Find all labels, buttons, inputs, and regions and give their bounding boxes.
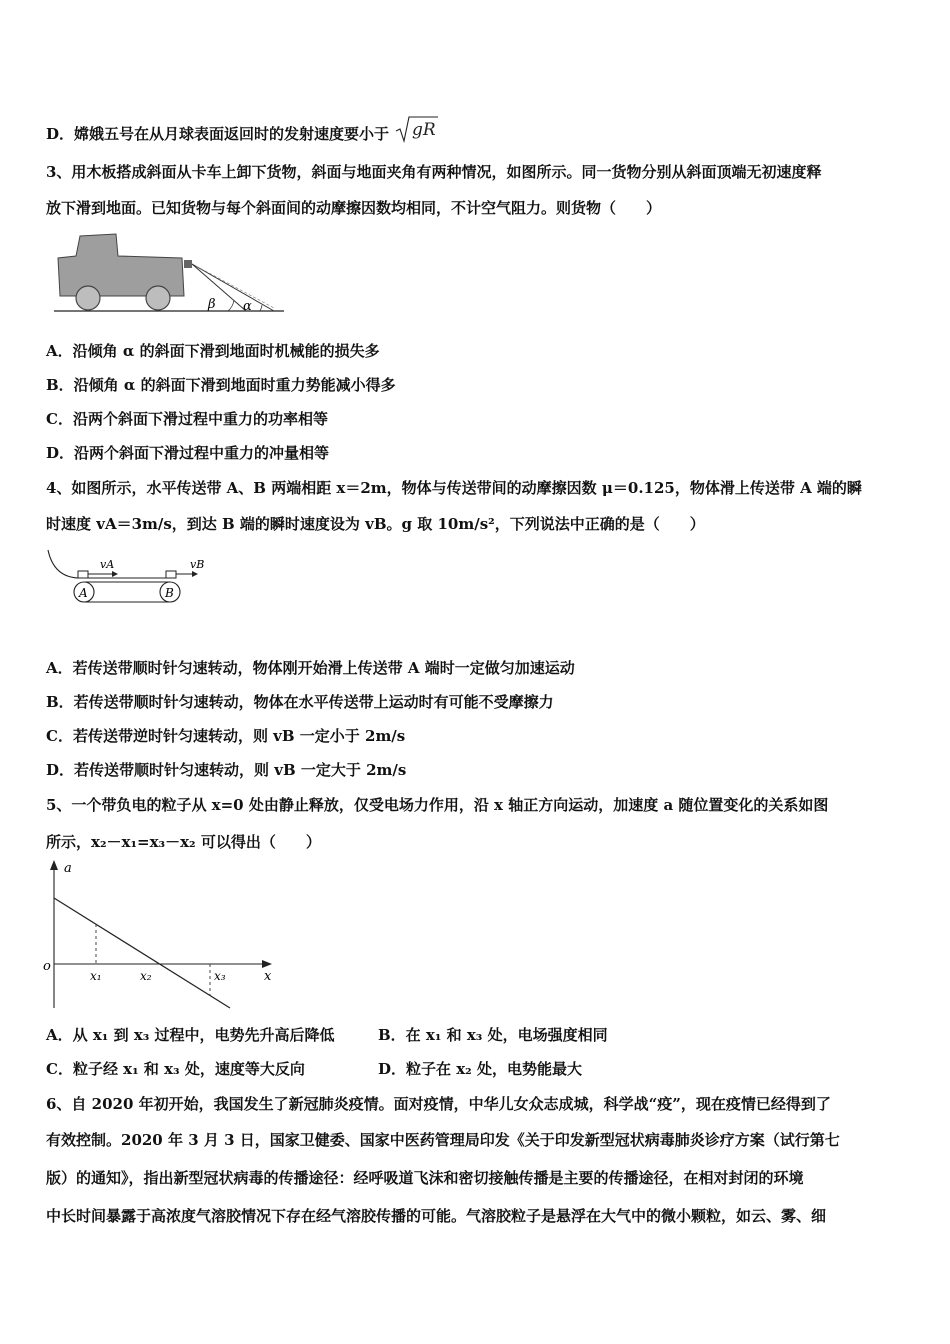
a-line <box>54 898 230 1008</box>
q5-option-d: D．粒子在 x₂ 处，电势能最大 <box>378 1060 582 1078</box>
q4-stem-line1: 4、如图所示，水平传送带 A、B 两端相距 x＝2m，物体与传送带间的动摩擦因数 μ＝0.125，物体滑上传送带 A 端的瞬 <box>46 479 862 497</box>
a-label: A <box>79 586 88 600</box>
q3-stem-line2: 放下滑到地面。已知货物与每个斜面间的动摩擦因数均相同，不计空气阻力。则货物（ ） <box>46 199 662 217</box>
q3-option-d: D．沿两个斜面下滑过程中重力的冲量相等 <box>46 444 330 462</box>
a-x-graph <box>40 858 280 1010</box>
sqrt-content: gR <box>412 120 436 140</box>
q3-stem-line1: 3、用木板搭成斜面从卡车上卸下货物，斜面与地面夹角有两种情况，如图所示。同一货物分别从斜面顶端无初速度释 <box>46 163 822 181</box>
q6-line1: 6、自 2020 年初开始，我国发生了新冠肺炎疫情。面对疫情，中华儿女众志成城，科学战“疫”，现在疫情已经得到了 <box>46 1095 831 1113</box>
cargo-block <box>184 260 192 268</box>
conveyor-figure <box>42 548 222 606</box>
q4-stem-line2: 时速度 vA＝3m/s，到达 B 端的瞬时速度设为 vB。g 取 10m/s²，下列说法中正确的是（ ） <box>46 515 705 533</box>
truck-body <box>58 234 184 296</box>
block-b <box>166 571 176 578</box>
x2-label: x₂ <box>140 969 152 983</box>
va-label: vA <box>100 558 115 571</box>
truck-wheel <box>76 286 100 310</box>
truck-wheel <box>146 286 170 310</box>
q5-stem-line1: 5、一个带负电的粒子从 x=0 处由静止释放，仅受电场力作用，沿 x 轴正方向运动，加速度 a 随位置变化的关系如图 <box>46 796 829 814</box>
q5-option-c: C．粒子经 x₁ 和 x₃ 处，速度等大反向 <box>46 1060 305 1078</box>
q6-line2: 有效控制。2020 年 3 月 3 日，国家卫健委、国家中医药管理局印发《关于印发新型冠状病毒肺炎诊疗方案（试行第七 <box>46 1131 840 1149</box>
q4-option-c: C．若传送带逆时针匀速转动，则 vB 一定小于 2m/s <box>46 727 406 745</box>
alpha-label: α <box>243 299 252 314</box>
q3-option-a: A．沿倾角 α 的斜面下滑到地面时机械能的损失多 <box>46 342 380 360</box>
beta-label: β <box>208 297 216 312</box>
q5-stem-line2: 所示，x₂－x₁=x₃－x₂ 可以得出（ ） <box>46 833 321 851</box>
q3-option-c: C．沿两个斜面下滑过程中重力的功率相等 <box>46 410 328 428</box>
q6-line3: 版）的通知》，指出新型冠状病毒的传播途径：经呼吸道飞沫和密切接触传播是主要的传播途径，在相对封闭的环境 <box>46 1169 804 1187</box>
x1-label: x₁ <box>90 969 102 983</box>
q5-option-b: B．在 x₁ 和 x₃ 处，电场强度相同 <box>378 1026 608 1044</box>
x-axis-label: x <box>264 969 272 984</box>
q2-option-d-text: D．嫦娥五号在从月球表面返回时的发射速度要小于 <box>46 125 390 143</box>
sqrt-formula <box>394 115 440 145</box>
truck-ramp-figure <box>48 228 288 320</box>
q4-option-b: B．若传送带顺时针匀速转动，物体在水平传送带上运动时有可能不受摩擦力 <box>46 693 554 711</box>
q5-option-a: A．从 x₁ 到 x₃ 过程中，电势先升高后降低 <box>46 1026 335 1044</box>
q3-option-b: B．沿倾角 α 的斜面下滑到地面时重力势能减小得多 <box>46 376 396 394</box>
block-a <box>78 571 88 578</box>
vb-label: vB <box>190 558 205 571</box>
origin-label: o <box>43 959 51 974</box>
q6-line4: 中长时间暴露于高浓度气溶胶情况下存在经气溶胶传播的可能。气溶胶粒子是悬浮在大气中的微小颗粒，如云、雾、细 <box>46 1207 827 1225</box>
x3-label: x₃ <box>214 969 226 983</box>
q4-option-d: D．若传送带顺时针匀速转动，则 vB 一定大于 2m/s <box>46 761 407 779</box>
q2-option-d <box>46 115 440 145</box>
y-axis-label: a <box>64 861 72 876</box>
q4-option-a: A．若传送带顺时针匀速转动，物体刚开始滑上传送带 A 端时一定做匀加速运动 <box>46 659 575 677</box>
b-label: B <box>165 586 174 600</box>
